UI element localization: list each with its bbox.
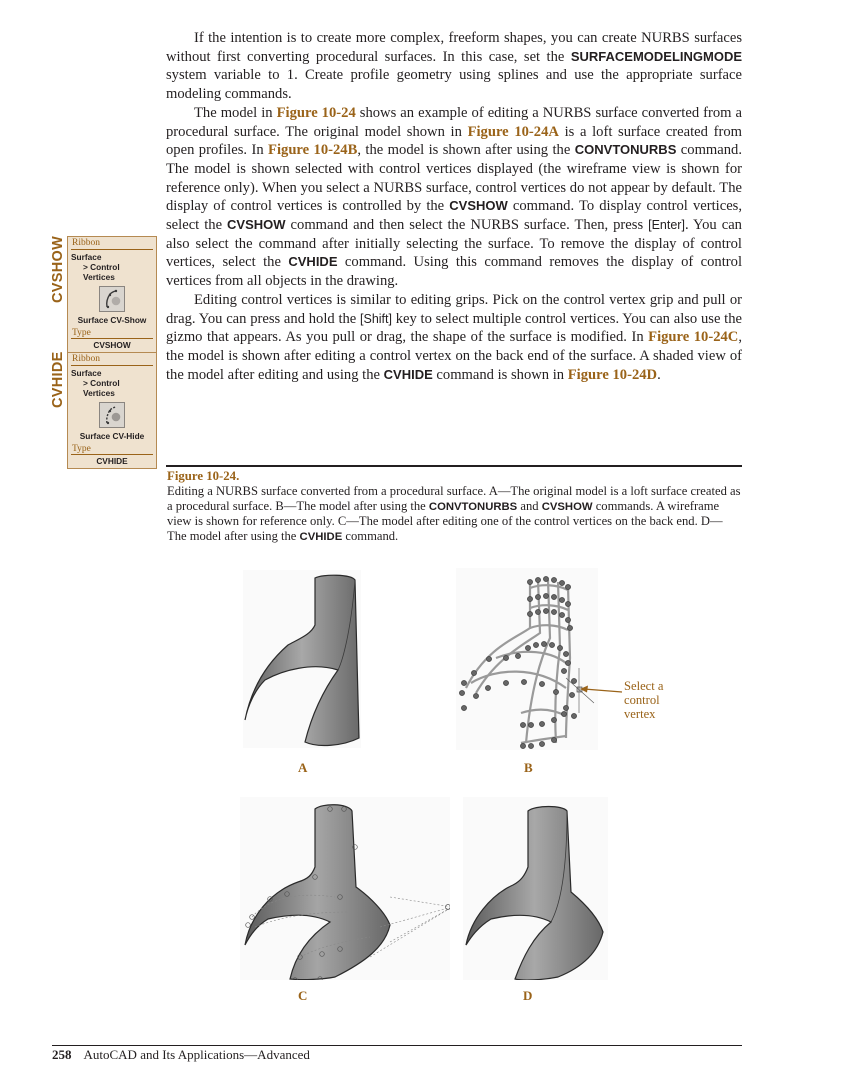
figure-reference[interactable]: Figure 10-24A bbox=[467, 123, 559, 140]
figure-title: Figure 10-24. bbox=[167, 469, 240, 483]
ribbon-tab: Surface bbox=[71, 368, 102, 378]
surface-cv-hide-icon bbox=[99, 402, 125, 428]
callout-select-vertex: Select a control vertex bbox=[624, 679, 664, 721]
sidebar-vertical-label-cvhide: CVHIDE bbox=[50, 351, 66, 408]
figure-panel-a bbox=[243, 570, 361, 748]
edited-surface-with-cv-image bbox=[240, 797, 450, 980]
command-box-cvhide bbox=[67, 352, 157, 469]
paragraph-3: Editing control vertices is similar to editing grips. Pick on the control vertex grip and pull or drag. You can press and hold the [Shift] key to select multiple control vertices. You can also use the gizmo that appears. As you pull or drag, the shape of the surface is modified. In Figure 10-24C, the model is shown after editing a control vertex on the back end of the surface. A shaded view of the model after editing and using the CVHIDE command is shown in Figure 10-24D. bbox=[166, 291, 742, 383]
surface-cv-show-icon bbox=[99, 286, 125, 312]
figure-reference[interactable]: Figure 10-24C bbox=[648, 329, 739, 346]
footer-rule bbox=[52, 1045, 742, 1046]
body-text bbox=[166, 29, 742, 384]
figure-letter-b: B bbox=[524, 760, 533, 775]
key-name: [Shift] bbox=[360, 311, 392, 326]
figure-panel-b bbox=[456, 568, 598, 750]
command-term: CONVTONURBS bbox=[428, 500, 518, 513]
figure-panel-c bbox=[240, 797, 450, 980]
command-term: CONVTONURBS bbox=[574, 142, 677, 158]
ribbon-panel: > Control Vertices bbox=[83, 378, 120, 398]
command-box-cvshow bbox=[67, 236, 157, 353]
type-command: CVSHOW bbox=[93, 340, 131, 350]
figure-reference[interactable]: Figure 10-24 bbox=[276, 104, 356, 121]
command-term: CVSHOW bbox=[449, 198, 508, 214]
ribbon-button-label: Surface CV-Hide bbox=[79, 431, 145, 441]
book-title: AutoCAD and Its Applications—Advanced bbox=[83, 1047, 310, 1062]
ribbon-heading: Ribbon bbox=[71, 353, 153, 366]
paragraph-1: If the intention is to create more complex, freeform shapes, you can create NURBS surfaces without first converting procedural surfaces. In this case, set the SURFACEMODELINGMODE system variable to 1. Create profile geometry using splines and use the appropriate surface modeling commands. bbox=[166, 30, 742, 103]
figure-letter-d: D bbox=[523, 988, 533, 1003]
command-term: CVHIDE bbox=[299, 531, 343, 544]
nurbs-wireframe-image bbox=[456, 568, 598, 750]
page-footer bbox=[52, 1047, 310, 1063]
figure-reference[interactable]: Figure 10-24B bbox=[268, 142, 358, 159]
figure-rule bbox=[166, 465, 742, 467]
type-heading: Type bbox=[71, 327, 153, 339]
key-name: [Enter] bbox=[648, 218, 685, 233]
ribbon-heading: Ribbon bbox=[71, 237, 153, 250]
page-number: 258 bbox=[52, 1047, 72, 1062]
type-command: CVHIDE bbox=[96, 456, 128, 466]
ribbon-panel: > Control Vertices bbox=[83, 262, 120, 282]
figure-letter-c: C bbox=[298, 988, 308, 1003]
paragraph-2: The model in Figure 10-24 shows an example of editing a NURBS surface converted from a procedural surface. The original model shown in Figure 10-24A is a loft surface created from open profiles. In Figure 10-24B, the model is shown after using the CONVTONURBS command. The model is shown selected with control vertices displayed (the wireframe view is shown for reference only). When you select a NURBS surface, control vertices do not appear by default. The display of control vertices is controlled by the CVSHOW command. To display control vertices, select the CVSHOW command and then select the NURBS surface. Then, press [Enter]. You can also select the command after initially selecting the surface. To remove the display of control vertices, select the CVHIDE command. Using this command removes the display of control vertices from all objects in the drawing. bbox=[166, 104, 743, 290]
command-term: CVSHOW bbox=[541, 500, 593, 513]
callout-arrow-icon bbox=[578, 684, 624, 696]
command-term: CVSHOW bbox=[227, 217, 286, 233]
figure-caption-text: Editing a NURBS surface converted from a procedural surface. A—The original model is a loft surface created as a procedural surface. B—The model after using the CONVTONURBS and CVSHOW commands. A wireframe view is shown for reference only. C—The model after editing one of the control vertices on the back end. D—The model after using the CVHIDE command. bbox=[167, 483, 741, 544]
command-term: CVHIDE bbox=[288, 254, 338, 270]
figure-panel-d bbox=[463, 797, 608, 980]
figure-reference[interactable]: Figure 10-24D bbox=[567, 366, 658, 383]
edited-surface-shaded-image bbox=[463, 797, 608, 980]
figure-caption bbox=[167, 469, 741, 545]
ribbon-button-label: Surface CV-Show bbox=[77, 315, 147, 325]
command-term: CVHIDE bbox=[383, 366, 433, 382]
sidebar-vertical-label-cvshow: CVSHOW bbox=[50, 235, 66, 303]
ribbon-tab: Surface bbox=[71, 252, 102, 262]
command-term: SURFACEMODELINGMODE bbox=[570, 48, 742, 64]
type-heading: Type bbox=[71, 443, 153, 455]
loft-surface-image bbox=[243, 570, 361, 748]
figure-letter-a: A bbox=[298, 760, 308, 775]
